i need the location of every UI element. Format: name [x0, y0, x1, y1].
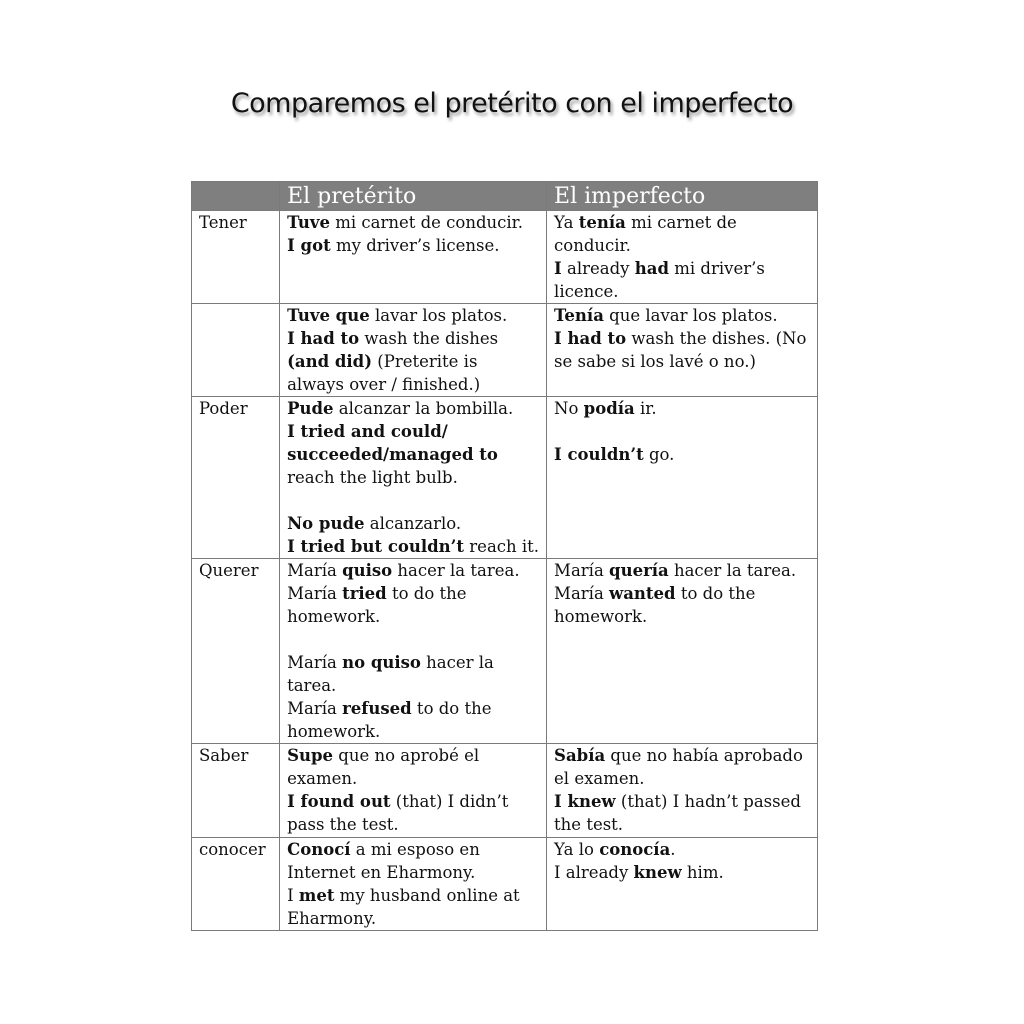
text: him.: [681, 863, 724, 882]
text: ir.: [634, 399, 657, 418]
text: I: [287, 886, 299, 905]
verb-cell: conocer: [192, 838, 280, 931]
table-row: [192, 744, 818, 838]
text: (Preterite is: [372, 352, 478, 371]
bold-text: I had to: [287, 329, 360, 348]
text-line: [287, 373, 539, 396]
text-line: [287, 327, 539, 350]
imperfect-cell: [547, 838, 818, 931]
text: que no aprobé el: [333, 746, 480, 765]
bold-text: Conocí: [287, 840, 351, 859]
text-line: [287, 651, 539, 674]
text: No: [554, 399, 584, 418]
text: a mi esposo en: [350, 840, 480, 859]
text: María: [287, 561, 343, 580]
text-line: [554, 443, 810, 466]
text-line: [287, 211, 539, 234]
text: el examen.: [554, 769, 645, 788]
text: wash the dishes: [359, 329, 499, 348]
text-line: [287, 605, 539, 628]
text: Ya: [554, 213, 579, 232]
text-line: [287, 397, 539, 420]
bold-text: Tenía: [554, 306, 604, 325]
text: .: [670, 840, 676, 859]
text: Ya lo: [554, 840, 600, 859]
text-line: [287, 813, 539, 836]
preterite-cell: [280, 744, 547, 838]
text-line: [554, 211, 810, 234]
text-line: [287, 838, 539, 861]
bold-text: I couldn’t: [554, 445, 644, 464]
text: María: [554, 584, 610, 603]
bold-text: Pude: [287, 399, 334, 418]
bold-text: tenía: [578, 213, 626, 232]
text: my driver’s license.: [330, 236, 500, 255]
text-line: [287, 304, 539, 327]
bold-text: I got: [287, 236, 331, 255]
bold-text: I had to: [554, 329, 627, 348]
text: to do the: [386, 584, 467, 603]
text: María: [287, 653, 343, 672]
text-line: [287, 559, 539, 582]
page-title: Comparemos el pretérito con el imperfecto: [230, 88, 794, 119]
header-imperfect: El imperfecto: [547, 182, 818, 211]
text-line: [287, 466, 539, 489]
text-line: [287, 720, 539, 743]
text-line: [287, 420, 539, 443]
text-line: [287, 884, 539, 907]
bold-text: had: [634, 259, 669, 278]
text-line: [287, 907, 539, 930]
header-row: [192, 182, 818, 211]
bold-text: I tried but couldn’t: [287, 537, 465, 556]
bold-text: Tuve: [287, 213, 330, 232]
header-verb: [192, 182, 280, 211]
table-row: [192, 559, 818, 744]
text: always over / finished.): [287, 375, 481, 394]
bold-text: Supe: [287, 746, 334, 765]
table-row: [192, 838, 818, 931]
text: María: [287, 584, 343, 603]
table-row: [192, 397, 818, 559]
preterite-cell: [280, 211, 547, 304]
text-line: [287, 443, 539, 466]
bold-text: Sabía: [554, 746, 606, 765]
bold-text: (and did): [287, 352, 373, 371]
bold-text: Tuve que: [287, 306, 370, 325]
text-line: [554, 767, 810, 790]
text-line: [287, 628, 539, 651]
text: homework.: [554, 607, 648, 626]
text-line: [554, 234, 810, 257]
preterite-cell: [280, 397, 547, 559]
bold-text: met: [298, 886, 335, 905]
table-row: [192, 211, 818, 304]
text-line: [287, 234, 539, 257]
text: Eharmony.: [287, 909, 377, 928]
bold-text: no quiso: [342, 653, 421, 672]
text: to do the: [675, 584, 756, 603]
text-line: [554, 559, 810, 582]
bold-text: No pude: [287, 514, 365, 533]
text: lavar los platos.: [369, 306, 508, 325]
imperfect-cell: [547, 397, 818, 559]
imperfect-cell: [547, 304, 818, 397]
text-line: [287, 744, 539, 767]
text: reach the light bulb.: [287, 468, 458, 487]
imperfect-cell: [547, 559, 818, 744]
bold-text: refused: [342, 699, 412, 718]
text-line: [287, 535, 539, 558]
text: the test.: [554, 815, 624, 834]
imperfect-cell: [547, 744, 818, 838]
text: hacer la tarea.: [392, 561, 520, 580]
bold-text: I: [554, 259, 562, 278]
text: wash the dishes. (No: [626, 329, 807, 348]
verb-cell: Poder: [192, 397, 280, 559]
text-line: [554, 790, 810, 813]
text: I already: [554, 863, 634, 882]
text: go.: [643, 445, 675, 464]
header-preterite: El pretérito: [280, 182, 547, 211]
preterite-cell: [280, 559, 547, 744]
text: homework.: [287, 722, 381, 741]
text-line: [554, 280, 810, 303]
bold-text: quiso: [342, 561, 393, 580]
imperfect-cell: [547, 211, 818, 304]
text-line: [554, 350, 810, 373]
text-line: [554, 605, 810, 628]
text: María: [554, 561, 610, 580]
bold-text: I tried and could/: [287, 422, 448, 441]
text-line: [554, 304, 810, 327]
text-line: [554, 420, 810, 443]
text-line: [554, 861, 810, 884]
text: María: [287, 699, 343, 718]
text-line: [287, 697, 539, 720]
bold-text: knew: [633, 863, 682, 882]
table-row: [192, 304, 818, 397]
bold-text: tried: [342, 584, 387, 603]
bold-text: conocía: [599, 840, 671, 859]
text: homework.: [287, 607, 381, 626]
text: conducir.: [554, 236, 631, 255]
text-line: [287, 489, 539, 512]
text: que lavar los platos.: [603, 306, 778, 325]
text-line: [287, 790, 539, 813]
text: (that) I didn’t: [390, 792, 509, 811]
text-line: [287, 512, 539, 535]
text-line: [287, 350, 539, 373]
preterite-cell: [280, 304, 547, 397]
text: se sabe si los lavé o no.): [554, 352, 756, 371]
text: hacer la tarea.: [668, 561, 797, 580]
verb-cell: Querer: [192, 559, 280, 744]
text-line: [287, 767, 539, 790]
text: to do the: [411, 699, 492, 718]
text-line: [287, 582, 539, 605]
bold-text: quería: [609, 561, 669, 580]
text: tarea.: [287, 676, 337, 695]
text-line: [554, 813, 810, 836]
text: my husband online at: [334, 886, 520, 905]
text-line: [287, 861, 539, 884]
text-line: [554, 744, 810, 767]
text: alcanzar la bombilla.: [333, 399, 514, 418]
text-line: [554, 838, 810, 861]
bold-text: podía: [583, 399, 635, 418]
text-line: [554, 582, 810, 605]
verb-cell: Saber: [192, 744, 280, 838]
bold-text: I found out: [287, 792, 391, 811]
comparison-table: [191, 181, 818, 931]
text: hacer la: [420, 653, 494, 672]
bold-text: wanted: [609, 584, 676, 603]
text-line: [554, 257, 810, 280]
text: que no había aprobado: [605, 746, 803, 765]
text: alcanzarlo.: [364, 514, 462, 533]
text: mi carnet de conducir.: [329, 213, 523, 232]
text: reach it.: [464, 537, 540, 556]
text: (that) I hadn’t passed: [615, 792, 801, 811]
text: mi driver’s: [668, 259, 765, 278]
bold-text: succeeded/managed to: [287, 445, 498, 464]
verb-cell: [192, 304, 280, 397]
bold-text: I knew: [554, 792, 616, 811]
text-line: [554, 327, 810, 350]
text: licence.: [554, 282, 619, 301]
text: already: [561, 259, 635, 278]
text: mi carnet de: [625, 213, 737, 232]
verb-cell: Tener: [192, 211, 280, 304]
preterite-cell: [280, 838, 547, 931]
text: Internet en Eharmony.: [287, 863, 476, 882]
text-line: [287, 674, 539, 697]
text: examen.: [287, 769, 358, 788]
text-line: [554, 397, 810, 420]
text: pass the test.: [287, 815, 399, 834]
